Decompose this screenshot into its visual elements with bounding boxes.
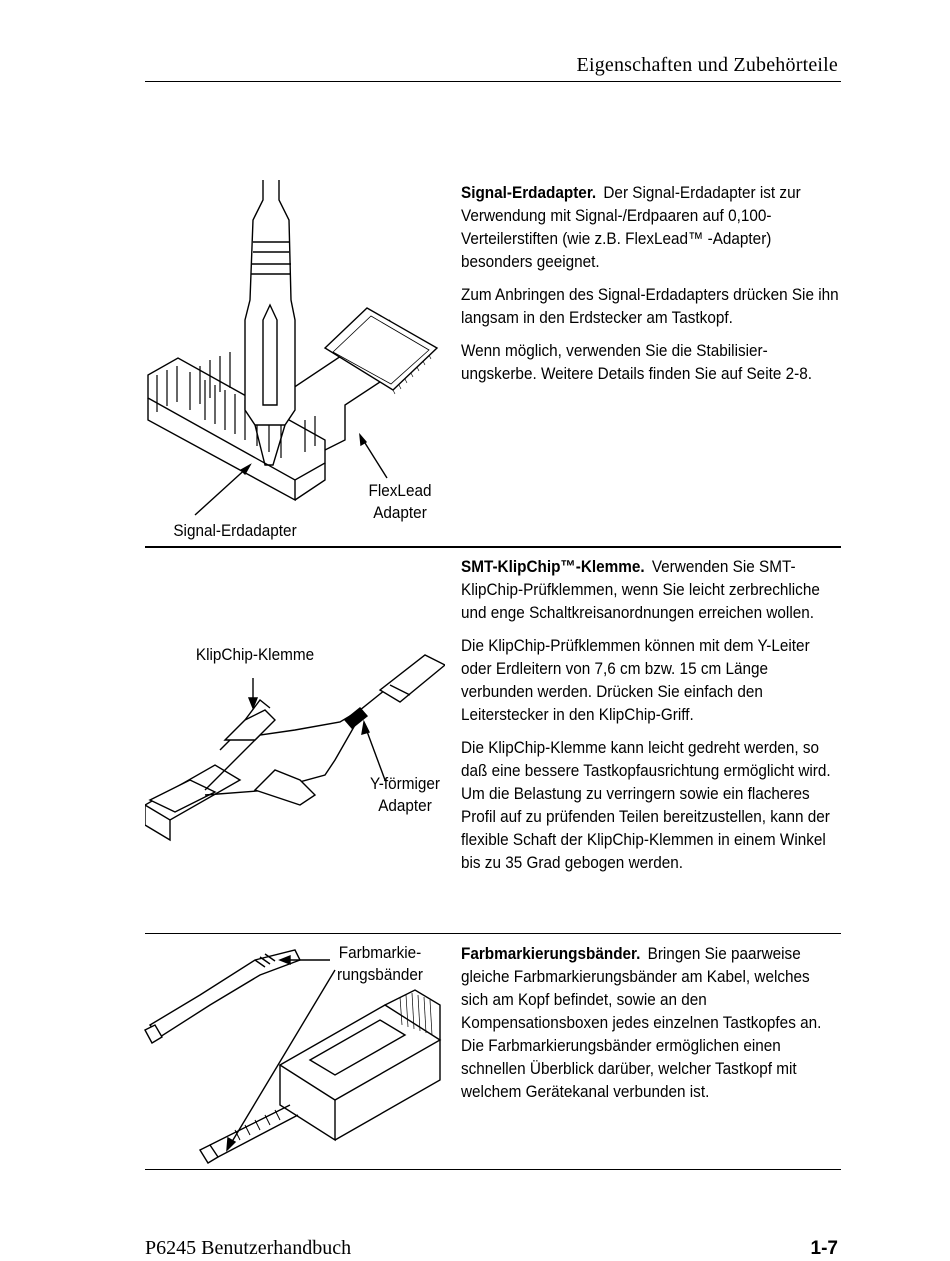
probe-flexlead-illustration bbox=[145, 180, 445, 520]
paragraph bbox=[461, 181, 839, 273]
paragraph-text: Verwenden Sie SMT-KlipChip-Prüfklemmen, wenn Sie leicht zerbrechliche und enge Schaltkreisanordnungen erreichen wollen. bbox=[461, 557, 820, 622]
header-rule bbox=[145, 81, 841, 82]
klipchip-illustration bbox=[145, 640, 445, 860]
section-heading: Signal-Erdadapter. bbox=[461, 183, 597, 202]
footer-title: P6245 Benutzerhandbuch bbox=[145, 1237, 352, 1259]
page-number: 1-7 bbox=[810, 1238, 838, 1259]
section-heading: Farbmarkierungsbänder. bbox=[461, 944, 641, 963]
label-signal-erdadapter: Signal-Erdadapter bbox=[173, 521, 297, 540]
section-heading: SMT-KlipChip™-Klemme. bbox=[461, 557, 645, 576]
section-farbmarkierung-text bbox=[461, 942, 839, 1113]
label-flexlead-adapter: FlexLead Adapter bbox=[368, 481, 432, 522]
paragraph: Wenn möglich, verwenden Sie die Stabilisier-ungskerbe. Weitere Details finden Sie auf Seite 2-8. bbox=[461, 341, 812, 383]
section-klipchip-text bbox=[461, 555, 839, 884]
paragraph bbox=[461, 555, 839, 624]
paragraph: Zum Anbringen des Signal-Erdadapters drücken Sie ihn langsam in den Erdstecker am Tastkopf. bbox=[461, 285, 839, 327]
page-header-title: Eigenschaften und Zubehörteile bbox=[576, 54, 838, 76]
label-y-adapter: Y-förmiger Adapter bbox=[369, 774, 441, 815]
section-divider bbox=[145, 933, 841, 934]
paragraph: Die KlipChip-Klemme kann leicht gedreht werden, so daß eine bessere Tastkopfausrichtung ermöglicht wird. Um die Belastung zu verringern sowie ein flacheres Profil auf zu prüfenden Teilen bereitzustellen, kann der flexible Schaft der KlipChip-Klemmen in einem Winkel bis zu 35 Grad gebogen werden. bbox=[461, 738, 831, 872]
section-bottom-rule bbox=[145, 1169, 841, 1170]
label-klipchip-klemme: KlipChip-Klemme bbox=[195, 645, 315, 664]
section-signal-erdadapter-text bbox=[461, 181, 839, 395]
paragraph-text: Bringen Sie paarweise gleiche Farbmarkierungsbänder am Kabel, welches sich am Kopf befindet, sowie an den Kompensationsboxen jedes einzelnen Tastkopfes an. Die Farbmarkierungsbänder ermöglichen einen schnellen Überblick darüber, welcher Tastkopf mit welchem Gerätekanal verbunden ist. bbox=[461, 944, 822, 1101]
paragraph-text: Der Signal-Erdadapter ist zur Verwendung mit Signal-/Erdpaaren auf 0,100-Verteilerstiften (wie z.B. FlexLead™ -Adapter) besonders geeignet. bbox=[461, 183, 801, 271]
paragraph bbox=[461, 942, 839, 1103]
section-divider bbox=[145, 546, 841, 548]
label-farbmarkierungsbaender: Farbmarkie-rungsbänder bbox=[337, 943, 423, 984]
paragraph: Die KlipChip-Prüfklemmen können mit dem Y-Leiter oder Erdleitern von 7,6 cm bzw. 15 cm Länge verbunden werden. Drücken Sie einfach den Leiterstecker in den KlipChip-Griff. bbox=[461, 636, 810, 724]
